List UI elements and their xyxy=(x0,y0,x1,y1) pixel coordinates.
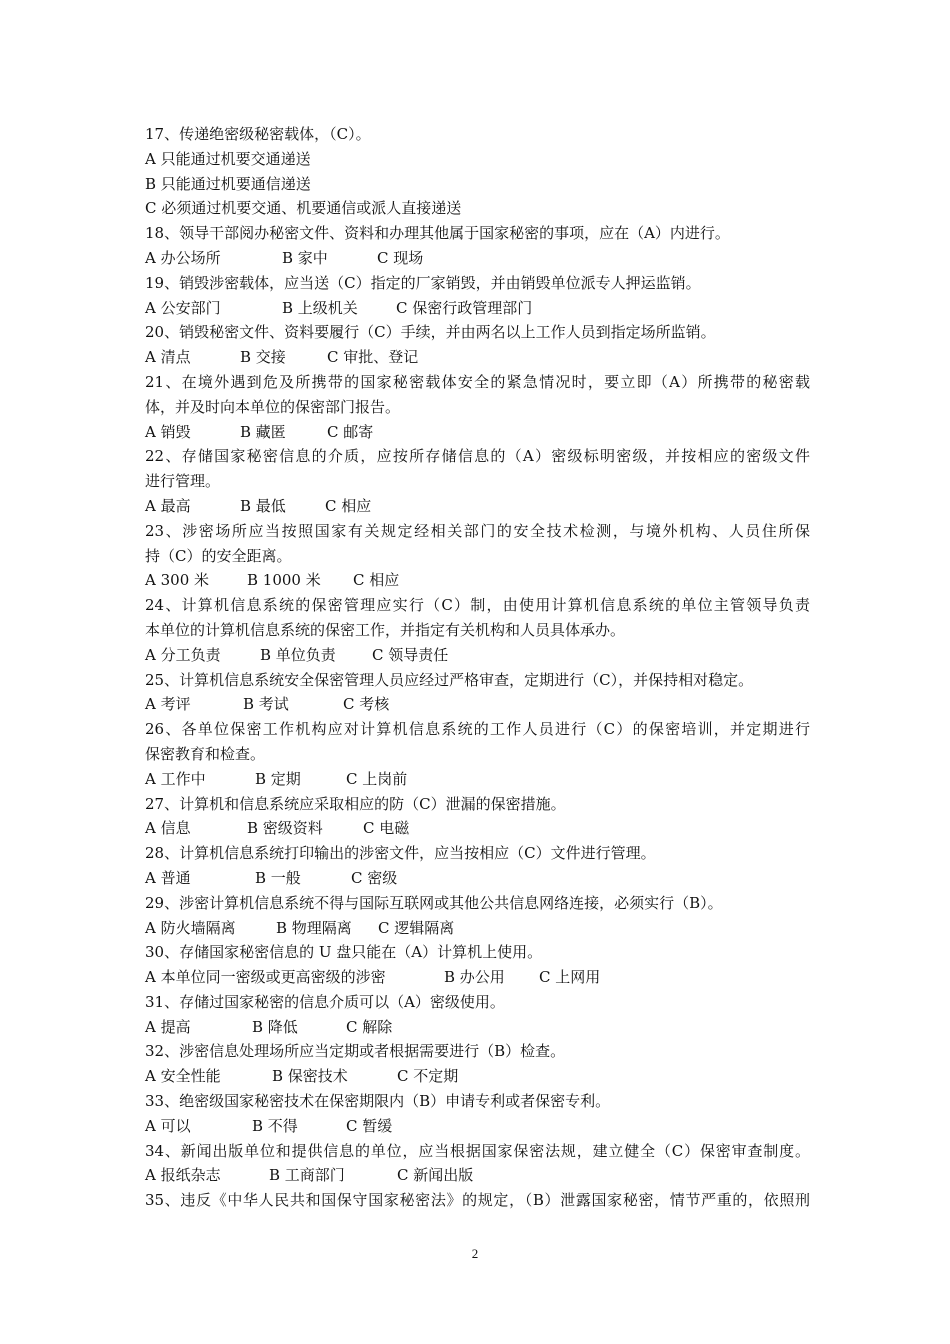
answer-option: A 安全性能 xyxy=(145,1067,221,1086)
answer-option: A 清点 xyxy=(145,348,191,367)
answer-option: B 密级资料 xyxy=(247,819,323,838)
answer-options xyxy=(145,692,810,717)
answer-option: B 最低 xyxy=(240,496,286,515)
question-text: 21、在境外遇到危及所携带的国家秘密载体安全的紧急情况时，要立即（A）所携带的秘密载 xyxy=(145,372,810,391)
question-text: 19、销毁涉密载体，应当送（C）指定的厂家销毁，并由销毁单位派专人押运监销。 xyxy=(145,273,701,292)
answer-options xyxy=(145,1114,810,1139)
answer-options xyxy=(145,866,810,891)
answer-option: A 销毁 xyxy=(145,422,191,441)
answer-option: A 提高 xyxy=(145,1017,191,1036)
answer-option: C 逻辑隔离 xyxy=(378,918,455,937)
page-body xyxy=(145,122,810,1213)
question-text: 进行管理。 xyxy=(145,472,221,491)
question-text: 体，并及时向本单位的保密部门报告。 xyxy=(145,397,401,416)
answer-option: C 保密行政管理部门 xyxy=(396,298,533,317)
answer-option: A 300 米 xyxy=(145,571,209,590)
question-text: 34、新闻出版单位和提供信息的单位，应当根据国家保密法规，建立健全（C）保密审查制度。 xyxy=(145,1141,810,1160)
answer-options xyxy=(145,816,810,841)
answer-option: C 不定期 xyxy=(397,1067,459,1086)
question-text: 32、涉密信息处理场所应当定期或者根据需要进行（B）检查。 xyxy=(145,1042,566,1061)
answer-options xyxy=(145,767,810,792)
answer-option: A 防火墙隔离 xyxy=(145,918,236,937)
answer-option: A 本单位同一密级或更高密级的涉密 xyxy=(145,968,386,987)
question-text: 33、绝密级国家秘密技术在保密期限内（B）申请专利或者保密专利。 xyxy=(145,1092,611,1111)
answer-option: B 1000 米 xyxy=(247,571,321,590)
question-text: 23、涉密场所应当按照国家有关规定经相关部门的安全技术检测，与境外机构、人员住所保 xyxy=(145,521,810,540)
question-text: 27、计算机和信息系统应采取相应的防（C）泄漏的保密措施。 xyxy=(145,794,566,813)
answer-options xyxy=(145,494,810,519)
answer-option: A 报纸杂志 xyxy=(145,1166,221,1185)
question-text: 17、传递绝密级秘密载体，（C）。 xyxy=(145,125,371,143)
answer-option: B 降低 xyxy=(252,1017,298,1036)
answer-option: C 上网用 xyxy=(539,968,601,987)
question-text: A 只能通过机要交通递送 xyxy=(145,149,311,168)
answer-option: C 领导责任 xyxy=(372,645,449,664)
question-text: 20、销毁秘密文件、资料要履行（C）手续，并由两名以上工作人员到指定场所监销。 xyxy=(145,323,716,342)
answer-option: C 相应 xyxy=(353,571,400,590)
question-text: 18、领导干部阅办秘密文件、资料和办理其他属于国家秘密的事项，应在（A）内进行。 xyxy=(145,224,730,243)
answer-option: B 一般 xyxy=(255,868,301,887)
answer-options xyxy=(145,1163,810,1188)
answer-option: B 考试 xyxy=(243,695,289,714)
answer-options xyxy=(145,1064,810,1089)
question-text: 35、违反《中华人民共和国保守国家秘密法》的规定，（B）泄露国家秘密，情节严重的，依照刑 xyxy=(145,1191,810,1210)
answer-option: A 信息 xyxy=(145,819,191,838)
answer-option: B 上级机关 xyxy=(282,298,358,317)
answer-option: B 物理隔离 xyxy=(276,918,352,937)
answer-option: B 保密技术 xyxy=(272,1067,348,1086)
question-text: 31、存储过国家秘密的信息介质可以（A）密级使用。 xyxy=(145,992,505,1011)
answer-option: B 定期 xyxy=(255,769,301,788)
answer-option: B 工商部门 xyxy=(269,1166,345,1185)
answer-option: C 新闻出版 xyxy=(397,1166,474,1185)
question-text: 22、存储国家秘密信息的介质，应按所存储信息的（A）密级标明密级，并按相应的密级文件 xyxy=(145,447,810,466)
answer-option: A 普通 xyxy=(145,868,191,887)
answer-option: B 办公用 xyxy=(444,968,505,987)
question-text: 30、存储国家秘密信息的 U 盘只能在（A）计算机上使用。 xyxy=(145,943,543,962)
answer-option: B 家中 xyxy=(282,248,328,267)
answer-option: A 办公场所 xyxy=(145,248,221,267)
answer-option: A 分工负责 xyxy=(145,645,221,664)
answer-option: C 暂缓 xyxy=(346,1116,393,1135)
answer-options xyxy=(145,916,810,941)
answer-option: B 交接 xyxy=(240,348,286,367)
answer-option: A 可以 xyxy=(145,1116,191,1135)
answer-option: C 现场 xyxy=(377,248,424,267)
question-text: 28、计算机信息系统打印输出的涉密文件，应当按相应（C）文件进行管理。 xyxy=(145,844,656,863)
question-text: 29、涉密计算机信息系统不得与国际互联网或其他公共信息网络连接，必须实行（B）。 xyxy=(145,893,723,912)
answer-options xyxy=(145,296,810,321)
answer-option: A 考评 xyxy=(145,695,191,714)
answer-option: C 密级 xyxy=(351,868,398,887)
answer-option: C 上岗前 xyxy=(346,769,408,788)
answer-option: B 藏匿 xyxy=(240,422,286,441)
answer-option: C 电磁 xyxy=(363,819,410,838)
answer-options xyxy=(145,643,810,668)
answer-options xyxy=(145,965,810,990)
answer-option: C 邮寄 xyxy=(327,422,374,441)
question-text: 25、计算机信息系统安全保密管理人员应经过严格审查，定期进行（C），并保持相对稳定。 xyxy=(145,670,754,689)
question-text: B 只能通过机要通信递送 xyxy=(145,174,311,193)
answer-options xyxy=(145,345,810,370)
question-text: C 必须通过机要交通、机要通信或派人直接递送 xyxy=(145,199,462,218)
page-number: 2 xyxy=(471,1246,479,1261)
answer-option: C 相应 xyxy=(325,496,372,515)
answer-options xyxy=(145,420,810,445)
question-text: 本单位的计算机信息系统的保密工作，并指定有关机构和人员具体承办。 xyxy=(145,620,626,639)
answer-option: C 审批、登记 xyxy=(327,348,419,367)
answer-option: A 最高 xyxy=(145,496,191,515)
question-text: 24、计算机信息系统的保密管理应实行（C）制，由使用计算机信息系统的单位主管领导负责 xyxy=(145,596,810,615)
answer-option: B 不得 xyxy=(252,1116,298,1135)
answer-option: B 单位负责 xyxy=(260,645,336,664)
answer-options xyxy=(145,246,810,271)
answer-option: A 工作中 xyxy=(145,769,206,788)
answer-options xyxy=(145,1015,810,1040)
answer-option: C 考核 xyxy=(343,695,390,714)
answer-option: A 公安部门 xyxy=(145,298,221,317)
question-text: 保密教育和检查。 xyxy=(145,744,266,763)
answer-option: C 解除 xyxy=(346,1017,393,1036)
question-text: 持（C）的安全距离。 xyxy=(145,546,292,565)
answer-options xyxy=(145,568,810,593)
question-text: 26、各单位保密工作机构应对计算机信息系统的工作人员进行（C）的保密培训，并定期进行 xyxy=(145,720,810,739)
